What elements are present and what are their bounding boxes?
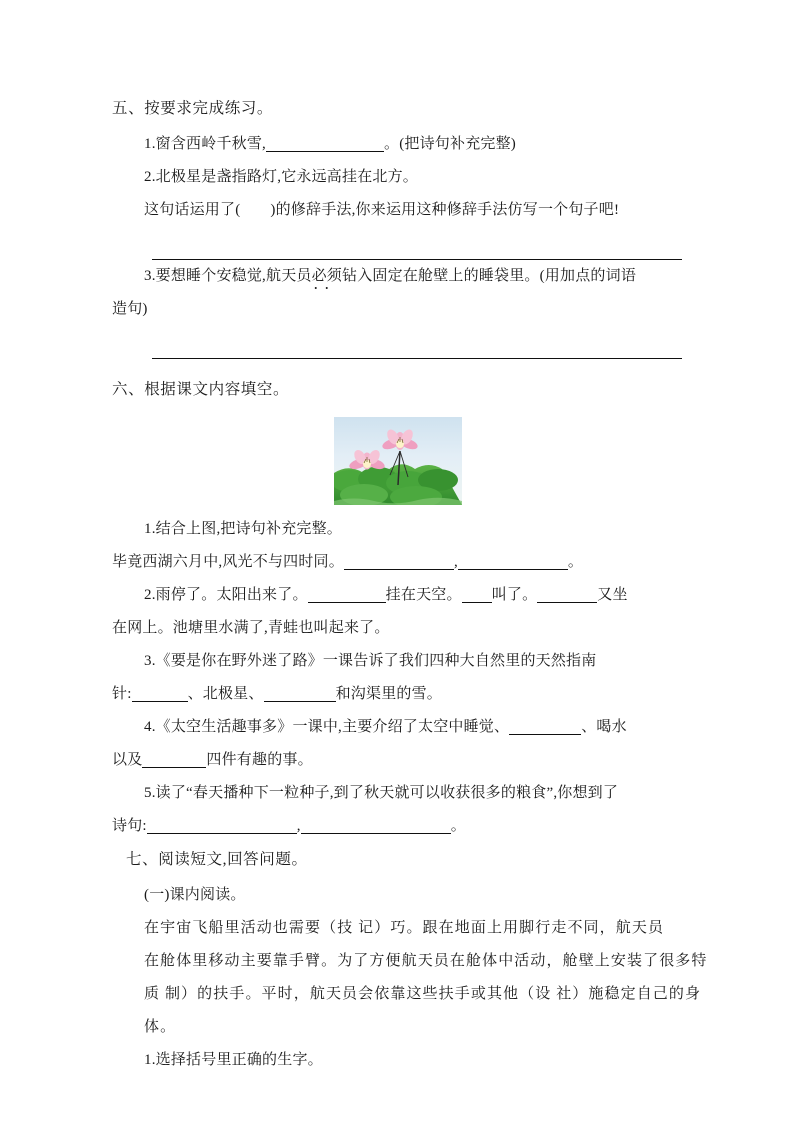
section-5-question-2-prompt [112,194,683,227]
section-5-heading: 五、按要求完成练习。 [112,100,274,117]
answer-rule-row [112,227,683,260]
section-6-question-3 [112,645,683,678]
section-6-question-4-wrap [112,744,683,777]
q7-1-number: 1. [144,1052,156,1068]
q6-5-number: 5. [144,785,156,801]
section-6-question-1-poem [112,546,683,579]
q6-1-comma: , [453,554,458,570]
section-6-question-4 [112,711,683,744]
section-6-question-3-wrap [112,678,683,711]
section-7-subheading: (一)课内阅读。 [144,887,246,903]
answer-blank[interactable] [537,588,597,603]
answer-blank[interactable] [301,819,451,834]
q7-1-text: 选择括号里正确的生字。 [155,1052,323,1068]
q6-3-number: 3. [144,653,156,669]
lotus-figure-container [112,409,683,513]
q6-2-number: 2. [144,587,156,603]
q5-1-text-after: 。(把诗句补充完整) [384,136,517,152]
q5-1-number: 1. [144,136,156,152]
answer-blank[interactable] [308,588,386,603]
q6-5-line1: 读了“春天播种下一粒种子,到了秋天就可以收获很多的粮食”,你想到了 [155,785,619,801]
q6-2-seg4: 又坐 [597,587,628,603]
answer-blank[interactable] [266,137,384,152]
section-6-heading: 六、根据课文内容填空。 [112,381,290,398]
answer-blank[interactable] [458,555,568,570]
paren-answer-space[interactable] [240,204,270,218]
q6-5-label: 诗句: [112,818,147,834]
answer-blank[interactable] [132,687,188,702]
q6-1-poem-given: 毕竟西湖六月中,风光不与四时同。 [112,554,344,570]
q6-3-mid: 、北极星、 [187,686,264,702]
q6-1-number: 1. [144,521,156,537]
answer-rule-line-2[interactable] [152,358,682,359]
answer-blank[interactable] [462,588,492,603]
q6-2-seg2: 挂在天空。 [385,587,462,603]
q6-4-number: 4. [144,719,156,735]
section-6-question-2-wrap: 在网上。池塘里水满了,青蛙也叫起来了。 [112,620,390,636]
section-6-question-5-wrap [112,810,683,843]
answer-blank[interactable] [509,720,581,735]
section-5-question-3-wrap: 造句) [112,301,148,317]
q6-1-text: 结合上图,把诗句补充完整。 [155,521,343,537]
passage-line-2: 在舱体里移动主要靠手臂。为了方便航天员在舱体中活动，舱壁上安装了很多特 [144,953,708,969]
answer-blank[interactable] [264,687,336,702]
q5-3-number: 3. [144,268,156,284]
section-6-question-2 [112,579,683,612]
q6-3-end: 和沟渠里的雪。 [335,686,442,702]
lotus-flower-illustration [334,417,462,505]
answer-rule-row-2 [112,326,683,359]
q5-1-text-before: 窗含西岭千秋雪, [155,136,267,152]
q6-4-line1-end: 、喝水 [581,719,627,735]
q6-2-seg3: 叫了。 [491,587,538,603]
section-6-question-1 [112,513,683,546]
q5-2-prompt-after: )的修辞手法,你来运用这种修辞手法仿写一个句子吧! [270,202,620,218]
q6-1-period: 。 [567,554,584,570]
q6-2-seg1: 雨停了。太阳出来了。 [155,587,308,603]
answer-blank[interactable] [147,819,297,834]
section-5-question-1 [112,128,683,161]
q6-4-line2-start: 以及 [112,752,143,768]
q6-5-period: 。 [450,818,466,834]
q5-2-number: 2. [144,169,156,185]
passage-line-1: 在宇宙飞船里活动也需要（技 记）巧。跟在地面上用脚行走不同，航天员 [144,920,665,936]
q6-3-label: 针: [112,686,132,702]
q6-5-comma: , [296,818,301,834]
answer-blank[interactable] [344,555,454,570]
q6-4-line2-end: 四件有趣的事。 [206,752,313,768]
section-7-heading: 七、阅读短文,回答问题。 [126,851,308,868]
passage-line-4: 体。 [144,1019,177,1035]
section-7-question-1 [112,1044,683,1077]
q5-3-text-part1: 要想睡个安稳觉,航天员 [155,268,312,284]
q5-2-prompt-before: 这句话运用了( [144,202,241,218]
section-6-question-5 [112,777,683,810]
section-5-question-3 [112,260,683,293]
section-5-question-2 [112,161,683,194]
q5-3-text-part2: 钻入固定在舱壁上的睡袋里。(用加点的词语 [342,268,637,284]
answer-blank[interactable] [142,753,206,768]
passage-line-3: 质 制）的扶手。平时，航天员会依靠这些扶手或其他（设 社）施稳定自己的身 [144,986,702,1002]
q6-4-line1: 《太空生活趣事多》一课中,主要介绍了太空中睡觉、 [155,719,510,735]
q5-2-sentence: 北极星是盏指路灯,它永远高挂在北方。 [155,169,419,185]
q6-3-line1: 《要是你在野外迷了路》一课告诉了我们四种大自然里的天然指南 [155,653,597,669]
q5-3-emphasis-word: 必须 [311,268,343,284]
